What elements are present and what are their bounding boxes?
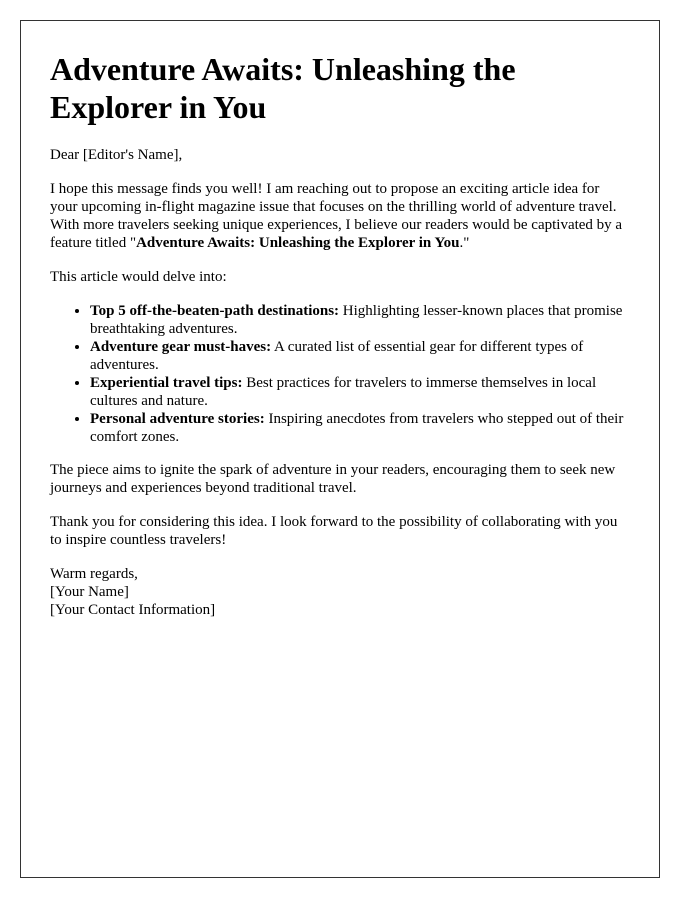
- thanks-paragraph: Thank you for considering this idea. I look forward to the possibility of collaborating with you to inspire countless travelers!: [50, 514, 618, 548]
- topic-heading: Top 5 off-the-beaten-path destinations:: [90, 303, 340, 319]
- topic-text: Highlighting lesser-known places that promise breathtaking adventures.: [90, 303, 623, 337]
- sender-contact: [Your Contact Information]: [50, 602, 216, 618]
- list-item: [90, 302, 630, 338]
- letter-page: [20, 20, 660, 878]
- topic-heading: Personal adventure stories:: [90, 411, 265, 427]
- topic-heading: Experiential travel tips:: [90, 375, 243, 391]
- letter-title: Adventure Awaits: Unleashing the Explorer in You: [50, 51, 516, 125]
- topics-list: [50, 302, 630, 446]
- sender-name: [Your Name]: [50, 584, 129, 600]
- topic-text: Inspiring anecdotes from travelers who stepped out of their comfort zones.: [90, 411, 624, 445]
- closing: Warm regards,: [50, 566, 138, 582]
- intro-paragraph: [50, 180, 630, 252]
- topic-heading: Adventure gear must-haves:: [90, 339, 272, 355]
- intro-text-after: .": [459, 235, 470, 251]
- list-item: [90, 374, 630, 410]
- topic-text: A curated list of essential gear for different types of adventures.: [90, 339, 584, 373]
- list-item: [90, 410, 630, 446]
- delve-intro: This article would delve into:: [50, 269, 227, 285]
- aim-paragraph: The piece aims to ignite the spark of adventure in your readers, encouraging them to seek new journeys and experiences beyond traditional travel.: [50, 462, 616, 496]
- salutation: Dear [Editor's Name],: [50, 147, 183, 163]
- topic-text: Best practices for travelers to immerse themselves in local cultures and nature.: [90, 375, 597, 409]
- intro-text-before: I hope this message finds you well! I am reaching out to propose an exciting article idea for your upcoming in-flight magazine issue that focuses on the thrilling world of adventure travel. With more travelers seeking unique experiences, I believe our readers would be captivated by a feature titled ": [50, 181, 623, 251]
- signoff-block: [50, 565, 630, 619]
- feature-title: Adventure Awaits: Unleashing the Explorer in You: [136, 235, 460, 251]
- list-item: [90, 338, 630, 374]
